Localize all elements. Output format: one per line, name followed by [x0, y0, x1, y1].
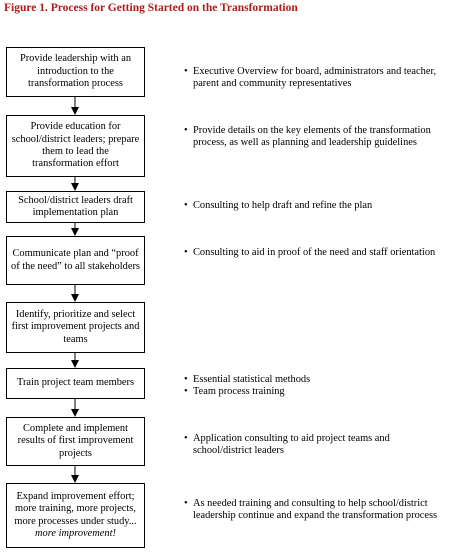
step-4-note-1: • Consulting to aid in proof of the need and staff orientation — [184, 247, 446, 259]
figure-title: Figure 1. Process for Getting Started on the Transformation — [4, 2, 298, 14]
step-6-note-2: • Team process training — [184, 386, 446, 398]
step-1-note-1: • Executive Overview for board, administrators and teacher, parent and community representatives — [184, 66, 446, 91]
step-7-note-1: • Application consulting to aid project teams and school/district leaders — [184, 433, 446, 458]
step-3-note-1: • Consulting to help draft and refine the plan — [184, 200, 446, 212]
step-3-box — [6, 191, 145, 223]
step-6-box — [6, 368, 145, 399]
step-4-notes — [184, 247, 446, 259]
step-2-note-1: • Provide details on the key elements of the transformation process, as well as planning and leadership guidelines — [184, 125, 446, 150]
step-7-label: Complete and implement results of first improvement projects — [17, 422, 134, 459]
step-7-notes — [184, 433, 446, 458]
step-6-label: Train project team members — [16, 377, 135, 389]
step-8-label: Expand improvement effort; more training, more projects, more processes under study... — [14, 490, 137, 527]
step-4-label: Communicate plan and “proof of the need” to all stakeholders — [11, 248, 140, 272]
step-2-label: Provide education for school/district leaders; prepare them to lead the transformation effort — [11, 121, 140, 170]
step-8-notes — [184, 498, 446, 523]
step-6-notes — [184, 374, 446, 399]
step-1-box — [6, 47, 145, 97]
step-8-label-emphasis: more improvement! — [35, 527, 116, 539]
step-2-box — [6, 115, 145, 177]
step-1-notes — [184, 66, 446, 91]
step-3-notes — [184, 200, 446, 212]
step-2-notes — [184, 125, 446, 150]
step-5-label: Identify, prioritize and select first improvement projects and teams — [11, 308, 140, 345]
step-3-label: School/district leaders draft implementation plan — [18, 194, 133, 218]
step-1-label: Provide leadership with an introduction to the transformation process — [19, 53, 132, 90]
step-7-box — [6, 417, 145, 466]
step-5-box — [6, 302, 145, 353]
step-4-box — [6, 236, 145, 285]
step-8-box — [6, 483, 145, 548]
step-6-note-1: • Essential statistical methods — [184, 374, 446, 386]
step-8-note-1: • As needed training and consulting to help school/district leadership continue and expand the transformation process — [184, 498, 446, 523]
step-8-label-wrap — [11, 491, 140, 541]
